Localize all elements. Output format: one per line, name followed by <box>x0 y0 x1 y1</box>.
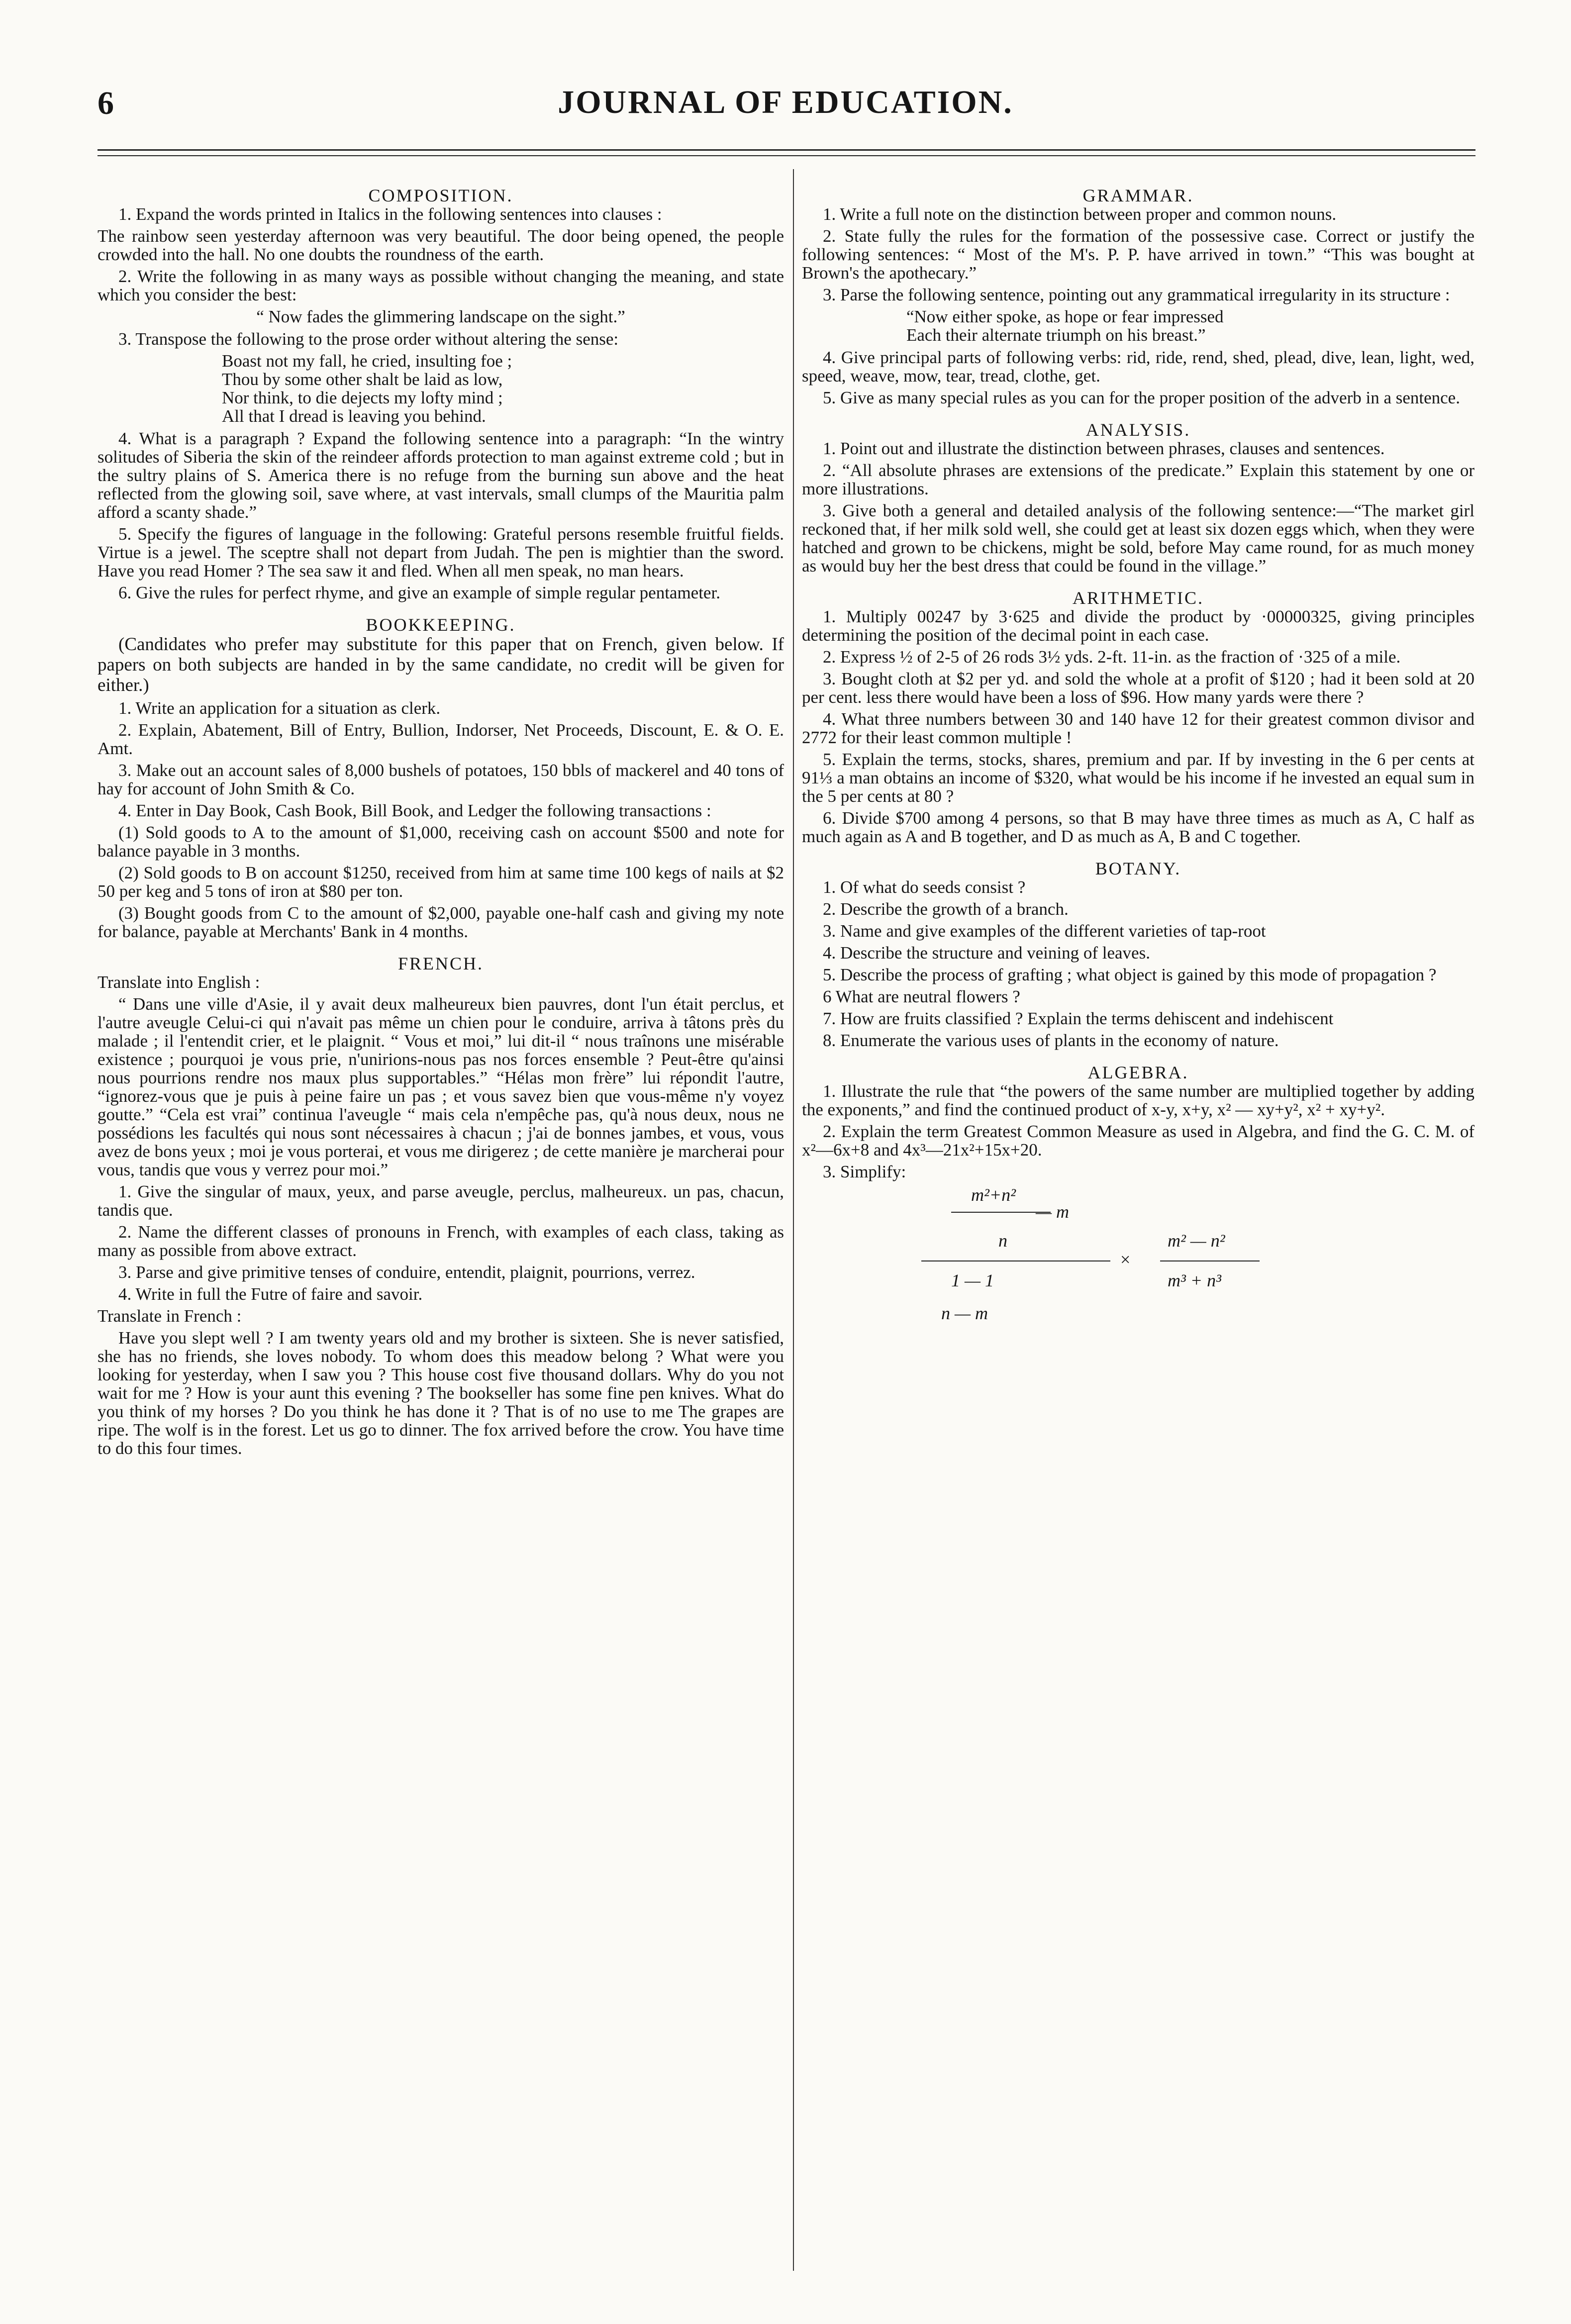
question: 4. Enter in Day Book, Cash Book, Bill Book, and Ledger the following transactions : <box>118 801 711 820</box>
transaction: (3) Bought goods from C to the amount of $2,000, payable one-half cash and giving my note for balance, payable at Merchants' Bank in 4 months. <box>98 903 784 941</box>
question: 5. Describe the process of grafting ; what object is gained by this mode of propagation ? <box>823 965 1437 984</box>
question: 1. Write a full note on the distinction between proper and common nouns. <box>823 204 1337 224</box>
section-heading-arithmetic: ARITHMETIC. <box>1073 588 1204 608</box>
question: 4. What is a paragraph ? Expand the following sentence into a paragraph: “In the wintry solitudes of Siberia the skin of the reindeer affords protection to man against extreme cold ; but in the sultry plains of S. America there is no refuge from the burning sun above and the heat reflected from the glowing soil, save where, at vast intervals, small clumps of the Mauritia palm afford a scanty shade.” <box>98 429 784 522</box>
formula-right-denominator: m³ + n³ <box>1168 1270 1221 1290</box>
running-title: JOURNAL OF EDUCATION. <box>558 84 1013 120</box>
question: 1. Point out and illustrate the distinction between phrases, clauses and sentences. <box>823 439 1385 458</box>
question: 1. Of what do seeds consist ? <box>823 877 1026 897</box>
instruction: Translate in French : <box>98 1306 242 1326</box>
question: 2. Describe the growth of a branch. <box>823 899 1069 919</box>
question: 6. Give the rules for perfect rhyme, and give an example of simple regular pentameter. <box>118 583 720 602</box>
quotation: “ Now fades the glimmering landscape on the sight.” <box>256 307 625 326</box>
question: 4. Write in full the Futre of faire and savoir. <box>118 1284 423 1304</box>
question: 3. Transpose the following to the prose order without altering the sense: <box>118 329 619 349</box>
question: 2. Explain the term Greatest Common Measure as used in Algebra, and find the G. C. M. of x²—6x+8 and 4x³—21x²+15x+20. <box>802 1122 1474 1160</box>
question: 3. Give both a general and detailed analysis of the following sentence:—“The market girl reckoned that, if her milk sold well, she could get at least six dozen eggs which, when they were hatched and grown to be chickens, might be sold, before May came round, for as much money as would buy her the best dress that could be found in the village.” <box>802 501 1474 576</box>
simplify-formula <box>802 1186 1474 1350</box>
left-column <box>98 187 784 1461</box>
header-rule-thin <box>98 155 1475 156</box>
question: 3. Name and give examples of the different varieties of tap-root <box>823 921 1266 941</box>
formula-main-bar <box>921 1260 1110 1261</box>
example-text: The rainbow seen yesterday afternoon was very beautiful. The door being opened, the people crowded into the hall. No one doubts the roundness of the earth. <box>98 226 784 264</box>
formula-minus-m: — m <box>1036 1202 1070 1222</box>
question: 3. Simplify: <box>823 1162 906 1181</box>
section-heading-bookkeeping: BOOKKEEPING. <box>366 615 516 635</box>
header-rule <box>98 149 1475 151</box>
question: 2. State fully the rules for the formation of the possessive case. Correct or justify the following sentences: “ Most of the M's. P. P. have arrived in town.” “This was bought at Brown's the apothecary.” <box>802 226 1474 283</box>
question: 6 What are neutral flowers ? <box>823 987 1020 1006</box>
verse <box>222 352 784 425</box>
question: 5. Specify the figures of language in the following: Grateful persons resemble fruitful fields. Virtue is a jewel. The sceptre shall not depart from Judah. The pen is mightier than the sword. Have you read Homer ? The sea saw it and fled. When all men speak, no man hears. <box>98 524 784 581</box>
english-passage: Have you slept well ? I am twenty years old and my brother is sixteen. She is never satisfied, she has no friends, she loves nobody. To whom does this meadow belong ? What were you looking for yesterday, when I saw you ? This house cost five thousand dollars. Why do you not wait for me ? How is your aunt this evening ? The bookseller has some fine pen knives. What do you think of my horses ? Do you think he has done it ? That is of no use to me The grapes are ripe. The wolf is in the forest. Let us go to dinner. The fox arrived before the crow. You have time to do this four times. <box>98 1328 784 1458</box>
formula-bottom-letters: n — m <box>941 1303 988 1323</box>
question: 2. Write the following in as many ways as possible without changing the meaning, and state which you consider the best: <box>98 267 784 304</box>
question: 1. Multiply 00247 by 3·625 and divide the product by ·00000325, giving principles determining the position of the decimal point in each case. <box>802 607 1474 645</box>
section-heading-algebra: ALGEBRA. <box>1087 1063 1189 1082</box>
question: 2. “All absolute phrases are extensions of the predicate.” Explain this statement by one or more illustrations. <box>802 461 1474 498</box>
verse <box>906 307 1474 344</box>
question: 2. Explain, Abatement, Bill of Entry, Bullion, Indorser, Net Proceeds, Discount, E. & O. E. Amt. <box>98 720 784 758</box>
formula-top-numerator: m²+n² <box>971 1185 1016 1205</box>
verse-line: All that I dread is leaving you behind. <box>222 406 486 426</box>
question: 3. Make out an account sales of 8,000 bushels of potatoes, 150 bbls of mackerel and 40 tons of hay for account of John Smith & Co. <box>98 761 784 798</box>
verse-line: Thou by some other shalt be laid as low, <box>222 370 503 389</box>
right-column <box>802 187 1474 1350</box>
column-divider <box>793 169 794 2271</box>
formula-bottom-ones: 1 — 1 <box>951 1270 994 1290</box>
question: 1. Expand the words printed in Italics in the following sentences into clauses : <box>118 204 662 224</box>
verse-line: Each their alternate triumph on his breast.” <box>906 325 1206 345</box>
question: 8. Enumerate the various uses of plants in the economy of nature. <box>823 1031 1279 1050</box>
section-heading-analysis: ANALYSIS. <box>1085 420 1191 440</box>
question: 4. Give principal parts of following verbs: rid, ride, rend, shed, plead, dive, lean, light, wed, speed, weave, mow, tear, tread, clothe, get. <box>802 348 1474 386</box>
instruction: Translate into English : <box>98 972 260 992</box>
question: 3. Parse and give primitive tenses of conduire, entendit, plaignit, pourrions, verrez. <box>118 1262 695 1282</box>
transaction: (1) Sold goods to A to the amount of $1,000, receiving cash on account $500 and note for balance payable in 3 months. <box>98 823 784 861</box>
question: 4. What three numbers between 30 and 140 have 12 for their greatest common divisor and 2772 for their least common multiple ! <box>802 709 1474 747</box>
question: 5. Explain the terms, stocks, shares, premium and par. If by investing in the 6 per cents at 91⅓ a man obtains an income of $320, what would be his income if he invested an equal sum in the 5 per cents at 80 ? <box>802 750 1474 806</box>
section-heading-composition: COMPOSITION. <box>368 186 513 205</box>
formula-right-bar <box>1160 1260 1260 1261</box>
question: 1. Give the singular of maux, yeux, and parse aveugle, perclus, malheureux. un pas, chacun, tandis que. <box>98 1182 784 1220</box>
question: 6. Divide $700 among 4 persons, so that B may have three times as much as A, C half as much again as A and B together, and D as much as A, B and C together. <box>802 808 1474 846</box>
question: 1. Illustrate the rule that “the powers of the same number are multiplied together by adding the exponents,” and find the continued product of x-y, x+y, x² — xy+y², x² + xy+y². <box>802 1081 1474 1119</box>
question: 2. Name the different classes of pronouns in French, with examples of each class, taking as many as possible from above extract. <box>98 1222 784 1260</box>
section-heading-grammar: GRAMMAR. <box>1082 186 1194 205</box>
question: 4. Describe the structure and veining of leaves. <box>823 943 1150 963</box>
transaction: (2) Sold goods to B on account $1250, received from him at same time 100 kegs of nails at $2 50 per keg and 5 tons of iron at $80 per ton. <box>98 863 784 901</box>
formula-times-sign: × <box>1120 1250 1131 1269</box>
section-heading-french: FRENCH. <box>397 954 484 973</box>
question: 3. Parse the following sentence, pointing out any grammatical irregularity in its structure : <box>823 285 1450 304</box>
french-passage: “ Dans une ville d'Asie, il y avait deux malheureux bien pauvres, dont l'un était perclus, et l'autre aveugle Celui-ci qui n'avait pas même un chien pour le conduire, arriva à tâtons près du malade ; il l'entendit crier, et le plaignit. “ Vous et moi,” lui dit-il “ nous traînons une misérable existence ; pourquoi je vous prie, n'unirions-nous pas nos forces ensemble ? Peut-être qu'ainsi nous pourrions rendre nos maux plus supportables.” “Hélas mon frère” lui répondit l'autre, “ignorez-vous que je puis à peine faire un pas ; et vous savez bien que vous-même n'y voyez goutte.” “Cela est vrai” continua l'aveugle “ mais cela n'empêche pas, qu'à nous deux, nous ne possédions les facultés qui nous sont nécessaires à chacun ; j'ai de bonnes jambes, et vous, vous avez de bons yeux ; moi je vous porterai, et vous me dirigerez ; de cette manière je marcherai pour vous, tandis que vous y verrez pour moi.” <box>98 994 785 1179</box>
question: 5. Give as many special rules as you can for the proper position of the adverb in a sentence. <box>823 388 1460 407</box>
question: 7. How are fruits classified ? Explain the terms dehiscent and indehiscent <box>823 1009 1334 1028</box>
page-number: 6 <box>98 85 114 121</box>
question: 2. Express ½ of 2-5 of 26 rods 3½ yds. 2-ft. 11-in. as the fraction of ·325 of a mile. <box>823 647 1401 667</box>
section-heading-botany: BOTANY. <box>1095 859 1181 878</box>
question: 1. Write an application for a situation as clerk. <box>118 698 441 718</box>
verse-line: Boast not my fall, he cried, insulting foe ; <box>222 351 512 371</box>
verse-line: Nor think, to die dejects my lofty mind ; <box>222 388 503 407</box>
formula-top-denominator: n <box>998 1231 1007 1251</box>
instruction-note: (Candidates who prefer may substitute for this paper that on French, given below. If papers on both subjects are handed in by the same candidate, no credit will be given for either.) <box>98 634 784 695</box>
formula-right-numerator: m² — n² <box>1168 1231 1225 1251</box>
question: 3. Bought cloth at $2 per yd. and sold the whole at a profit of $120 ; had it been sold at 20 per cent. less there would have been a loss of $96. How many yards were there ? <box>802 669 1474 707</box>
verse-line: “Now either spoke, as hope or fear impressed <box>906 307 1224 326</box>
